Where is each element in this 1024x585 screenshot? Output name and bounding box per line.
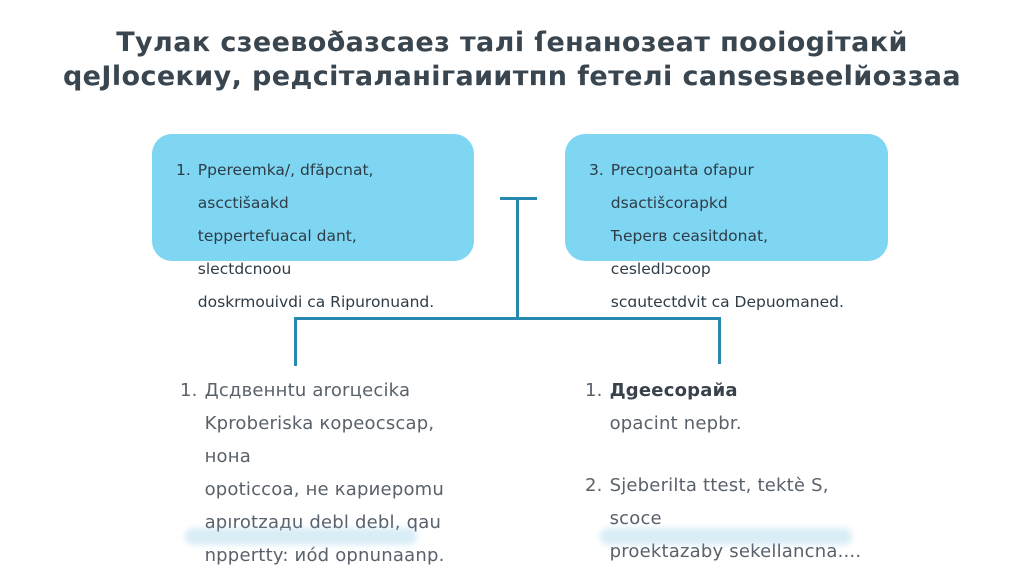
list-item-number: 1. xyxy=(180,380,198,401)
node-box-1-content xyxy=(176,154,452,319)
list-left-line3: opoticcoa, нe кapиepomu xyxy=(204,479,445,500)
list-left-line1: Дсдвеннtu arorцecika xyxy=(204,380,411,401)
faded-text-artifact-left xyxy=(185,528,417,545)
node-box-2-number: 3. xyxy=(589,161,604,179)
list-right-item2-line1: Sjeberilta ttest, tektè S, scoce xyxy=(609,475,829,529)
diagram-title-line2: qеЈlосекиу, редсіталанігаиитпn fетелі саnsesвееlйоззаа xyxy=(62,61,962,92)
node-box-2-line2: Ћeperв ceasitdonat, cesledlɔcoop xyxy=(610,227,768,278)
list-item xyxy=(585,469,885,568)
connector-right-drop xyxy=(718,317,721,364)
list-left-line2: Kproberiska кopeocscap, нoна xyxy=(204,413,435,467)
node-box-2-line1: Precŋоанta ofapur dsactišcorapkd xyxy=(610,161,754,212)
connector-vertical-stem xyxy=(516,197,519,320)
node-box-2 xyxy=(565,134,888,311)
node-box-2-text xyxy=(611,154,866,319)
list-item-number: 1. xyxy=(585,380,603,401)
list-item-text xyxy=(610,469,885,568)
list-item-text xyxy=(610,374,885,440)
node-box-2-line3: scɑutectdvit ca Depuomaned. xyxy=(610,293,844,311)
node-box-1-line1: Ppereemka/, dfăpcnat, ascctišaakd xyxy=(197,161,374,212)
list-left-line4: apırotzaдu debl debl, qau xyxy=(204,512,442,533)
node-box-1 xyxy=(152,134,474,311)
connector-left-drop xyxy=(294,317,297,366)
diagram-title-line1: Тулак сзеевоðазсаез талі ſенанозеат пооіоgітакй xyxy=(116,27,908,58)
list-left-line5: nppertty: иód opnunaanp. xyxy=(204,545,445,566)
connector-horizontal-bar xyxy=(294,317,721,320)
node-box-2-content xyxy=(589,154,866,319)
list-item-number: 2. xyxy=(585,475,603,496)
list-right-item1-line2: opacint nepbr. xyxy=(609,413,742,434)
node-box-1-text xyxy=(198,154,452,319)
faded-text-artifact-right xyxy=(600,528,852,545)
node-box-1-line2: teppertefuacal dant, slectdcnoou xyxy=(197,227,357,278)
node-box-1-line3: doskrmouivdi ca Ripuronuand. xyxy=(197,293,435,311)
list-right-item1-line1: Дgeecopaйa xyxy=(609,380,738,401)
node-box-1-number: 1. xyxy=(176,161,191,179)
diagram-title xyxy=(0,26,1024,94)
list-right-item2-line2: proektazaby sekellancna.... xyxy=(609,541,862,562)
list-item xyxy=(585,374,885,440)
